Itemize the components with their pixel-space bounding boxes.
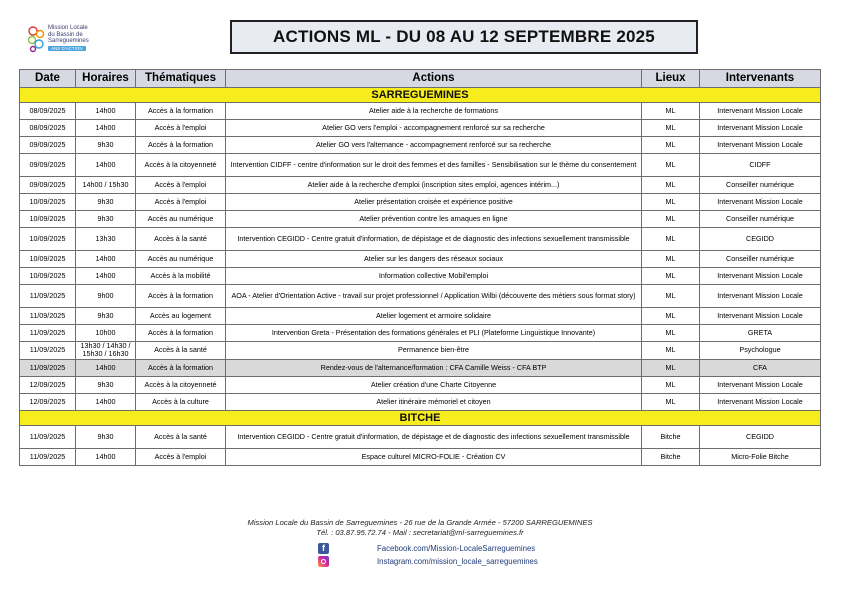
cell-lieu: ML: [642, 325, 700, 342]
cell-lieu: Bitche: [642, 448, 700, 465]
schedule-table: [19, 69, 821, 466]
cell-lieu: ML: [642, 342, 700, 360]
table-row: [20, 137, 821, 154]
logo-line-1: Mission Locale: [48, 25, 88, 31]
cell-intervenant: Conseiller numérique: [700, 211, 821, 228]
footer: [180, 518, 660, 538]
cell-action: Atelier GO vers l'alternance - accompagnement renforcé sur sa recherche: [226, 137, 642, 154]
cell-intervenant: Psychologue: [700, 342, 821, 360]
table-row: [20, 103, 821, 120]
cell-action: Intervention CEGIDD - Centre gratuit d'information, de dépistage et de diagnostic des infections sexuellement transmissible: [226, 228, 642, 251]
table-row: [20, 211, 821, 228]
header-horaires: Horaires: [76, 70, 136, 88]
cell-lieu: ML: [642, 211, 700, 228]
facebook-link[interactable]: Facebook.com/Mission-LocaleSarreguemines: [377, 543, 536, 553]
cell-lieu: ML: [642, 359, 700, 376]
cell-date: 08/09/2025: [20, 103, 76, 120]
cell-thematique: Accès à l'emploi: [136, 194, 226, 211]
section-title: SARREGUEMINES: [20, 88, 821, 103]
cell-date: 11/09/2025: [20, 308, 76, 325]
cell-action: Atelier création d'une Charte Citoyenne: [226, 376, 642, 393]
cell-intervenant: Conseiller numérique: [700, 177, 821, 194]
header-actions: Actions: [226, 70, 642, 88]
section-title: BITCHE: [20, 410, 821, 425]
logo-mark-icon: [26, 24, 48, 54]
cell-action: Intervention Greta - Présentation des formations générales et PLI (Plateforme Linguistique Innovante): [226, 325, 642, 342]
cell-horaires: 10h00: [76, 325, 136, 342]
cell-date: 11/09/2025: [20, 448, 76, 465]
cell-thematique: Accès au numérique: [136, 251, 226, 268]
cell-horaires: 14h00: [76, 103, 136, 120]
table-row: [20, 251, 821, 268]
cell-lieu: ML: [642, 137, 700, 154]
cell-lieu: ML: [642, 251, 700, 268]
instagram-icon: [318, 556, 329, 567]
cell-horaires: 14h00: [76, 120, 136, 137]
cell-thematique: Accès à la santé: [136, 228, 226, 251]
table-row: [20, 154, 821, 177]
instagram-link[interactable]: Instagram.com/mission_locale_sarreguemines: [377, 556, 538, 566]
mission-locale-logo: [26, 24, 106, 58]
cell-date: 09/09/2025: [20, 154, 76, 177]
table-row: [20, 228, 821, 251]
cell-thematique: Accès au numérique: [136, 211, 226, 228]
cell-lieu: ML: [642, 177, 700, 194]
cell-thematique: Accès à la formation: [136, 103, 226, 120]
cell-thematique: Accès à la citoyenneté: [136, 154, 226, 177]
cell-thematique: Accès à la formation: [136, 359, 226, 376]
cell-action: Permanence bien-être: [226, 342, 642, 360]
table-row: [20, 425, 821, 448]
cell-thematique: Accès à la culture: [136, 393, 226, 410]
cell-date: 12/09/2025: [20, 376, 76, 393]
table-row: [20, 393, 821, 410]
cell-date: 11/09/2025: [20, 359, 76, 376]
cell-horaires: 14h00: [76, 393, 136, 410]
cell-action: Atelier présentation croisée et expérience positive: [226, 194, 642, 211]
table-row: [20, 194, 821, 211]
page-title: ACTIONS ML - DU 08 AU 12 SEPTEMBRE 2025: [230, 20, 698, 54]
cell-lieu: ML: [642, 308, 700, 325]
cell-action: Atelier logement et armoire solidaire: [226, 308, 642, 325]
table-header-row: [20, 70, 821, 88]
cell-horaires: 14h00: [76, 251, 136, 268]
cell-date: 11/09/2025: [20, 342, 76, 360]
cell-horaires: 9h30: [76, 194, 136, 211]
cell-intervenant: CFA: [700, 359, 821, 376]
cell-lieu: ML: [642, 285, 700, 308]
cell-horaires: 9h30: [76, 376, 136, 393]
table-row: [20, 177, 821, 194]
section-row: [20, 410, 821, 425]
cell-lieu: ML: [642, 376, 700, 393]
cell-horaires: 14h00 / 15h30: [76, 177, 136, 194]
cell-intervenant: Intervenant Mission Locale: [700, 268, 821, 285]
cell-action: Intervention CIDFF - centre d'information sur le droit des femmes et des familles - Sensibilisation sur le thème du consentement: [226, 154, 642, 177]
logo-line-2: du Bassin de: [48, 31, 83, 38]
logo-text: [48, 25, 89, 52]
cell-horaires: 14h00: [76, 359, 136, 376]
cell-thematique: Accès à la formation: [136, 137, 226, 154]
cell-date: 10/09/2025: [20, 194, 76, 211]
cell-lieu: ML: [642, 393, 700, 410]
instagram-row: [318, 555, 538, 567]
cell-horaires: 9h30: [76, 308, 136, 325]
table-row: [20, 120, 821, 137]
cell-horaires: 9h30: [76, 137, 136, 154]
table-row: [20, 376, 821, 393]
header-thematiques: Thématiques: [136, 70, 226, 88]
cell-lieu: ML: [642, 154, 700, 177]
cell-thematique: Accès à l'emploi: [136, 120, 226, 137]
cell-lieu: ML: [642, 268, 700, 285]
cell-intervenant: Conseiller numérique: [700, 251, 821, 268]
cell-intervenant: CEGIDD: [700, 425, 821, 448]
cell-lieu: ML: [642, 194, 700, 211]
header-intervenants: Intervenants: [700, 70, 821, 88]
cell-date: 08/09/2025: [20, 120, 76, 137]
cell-action: Atelier aide à la recherche de formations: [226, 103, 642, 120]
cell-intervenant: Intervenant Mission Locale: [700, 376, 821, 393]
logo-line-3: Sarreguemines: [48, 38, 89, 45]
social-links: [318, 542, 538, 568]
cell-date: 11/09/2025: [20, 425, 76, 448]
cell-thematique: Accès à la formation: [136, 325, 226, 342]
cell-action: Atelier itinéraire mémoriel et citoyen: [226, 393, 642, 410]
cell-date: 11/09/2025: [20, 285, 76, 308]
cell-intervenant: Intervenant Mission Locale: [700, 120, 821, 137]
cell-action: Rendez-vous de l'alternance/formation : CFA Camille Weiss - CFA BTP: [226, 359, 642, 376]
cell-horaires: 13h30: [76, 228, 136, 251]
table-row: [20, 268, 821, 285]
cell-action: Atelier aide à la recherche d'emploi (inscription sites emploi, agences intérim...): [226, 177, 642, 194]
cell-intervenant: Intervenant Mission Locale: [700, 103, 821, 120]
table-body: [20, 88, 821, 466]
cell-lieu: ML: [642, 103, 700, 120]
cell-intervenant: Intervenant Mission Locale: [700, 285, 821, 308]
cell-thematique: Accès à la citoyenneté: [136, 376, 226, 393]
cell-horaires: 14h00: [76, 448, 136, 465]
cell-thematique: Accès au logement: [136, 308, 226, 325]
cell-intervenant: GRETA: [700, 325, 821, 342]
cell-horaires: 9h00: [76, 285, 136, 308]
cell-horaires: 9h30: [76, 425, 136, 448]
facebook-icon: f: [318, 543, 329, 554]
cell-action: Information collective Mobil'emploi: [226, 268, 642, 285]
cell-action: Espace culturel MICRO-FOLIE - Création CV: [226, 448, 642, 465]
cell-action: Intervention CEGIDD - Centre gratuit d'information, de dépistage et de diagnostic des infections sexuellement transmissible: [226, 425, 642, 448]
cell-lieu: Bitche: [642, 425, 700, 448]
cell-date: 09/09/2025: [20, 137, 76, 154]
cell-horaires: 14h00: [76, 154, 136, 177]
facebook-row: [318, 542, 538, 554]
cell-thematique: Accès à la formation: [136, 285, 226, 308]
cell-lieu: ML: [642, 120, 700, 137]
table-row: [20, 359, 821, 376]
header-lieux: Lieux: [642, 70, 700, 88]
cell-horaires: 9h30: [76, 211, 136, 228]
cell-intervenant: CEGIDD: [700, 228, 821, 251]
cell-thematique: Accès à la santé: [136, 342, 226, 360]
cell-thematique: Accès à l'emploi: [136, 177, 226, 194]
cell-thematique: Accès à la mobilité: [136, 268, 226, 285]
cell-action: Atelier sur les dangers des réseaux sociaux: [226, 251, 642, 268]
table-row: [20, 342, 821, 360]
cell-intervenant: Intervenant Mission Locale: [700, 393, 821, 410]
footer-contact: Tél. : 03.87.95.72.74 - Mail : secretariat@ml-sarreguemines.fr: [316, 528, 524, 537]
cell-date: 12/09/2025: [20, 393, 76, 410]
header-date: Date: [20, 70, 76, 88]
table-row: [20, 325, 821, 342]
cell-horaires: 14h00: [76, 268, 136, 285]
cell-intervenant: Intervenant Mission Locale: [700, 308, 821, 325]
table-row: [20, 285, 821, 308]
cell-thematique: Accès à la santé: [136, 425, 226, 448]
cell-intervenant: CIDFF: [700, 154, 821, 177]
cell-thematique: Accès à l'emploi: [136, 448, 226, 465]
cell-action: Atelier prévention contre les arnaques en ligne: [226, 211, 642, 228]
logo-badge: ANS D'ACTION: [48, 46, 86, 51]
cell-intervenant: Intervenant Mission Locale: [700, 194, 821, 211]
section-row: [20, 88, 821, 103]
cell-intervenant: Intervenant Mission Locale: [700, 137, 821, 154]
footer-address: Mission Locale du Bassin de Sarreguemines - 26 rue de la Grande Armée - 57200 SARREGUEMINES: [247, 518, 593, 527]
cell-horaires: 13h30 / 14h30 / 15h30 / 16h30: [76, 342, 136, 360]
table-row: [20, 308, 821, 325]
table-row: [20, 448, 821, 465]
cell-date: 09/09/2025: [20, 177, 76, 194]
cell-lieu: ML: [642, 228, 700, 251]
cell-date: 10/09/2025: [20, 251, 76, 268]
cell-date: 10/09/2025: [20, 211, 76, 228]
cell-action: AOA - Atelier d'Orientation Active - travail sur projet professionnel / Application Wilbi (découverte des métiers sous format story): [226, 285, 642, 308]
cell-action: Atelier GO vers l'emploi - accompagnement renforcé sur sa recherche: [226, 120, 642, 137]
cell-date: 10/09/2025: [20, 228, 76, 251]
cell-date: 10/09/2025: [20, 268, 76, 285]
cell-intervenant: Micro-Folie Bitche: [700, 448, 821, 465]
cell-date: 11/09/2025: [20, 325, 76, 342]
